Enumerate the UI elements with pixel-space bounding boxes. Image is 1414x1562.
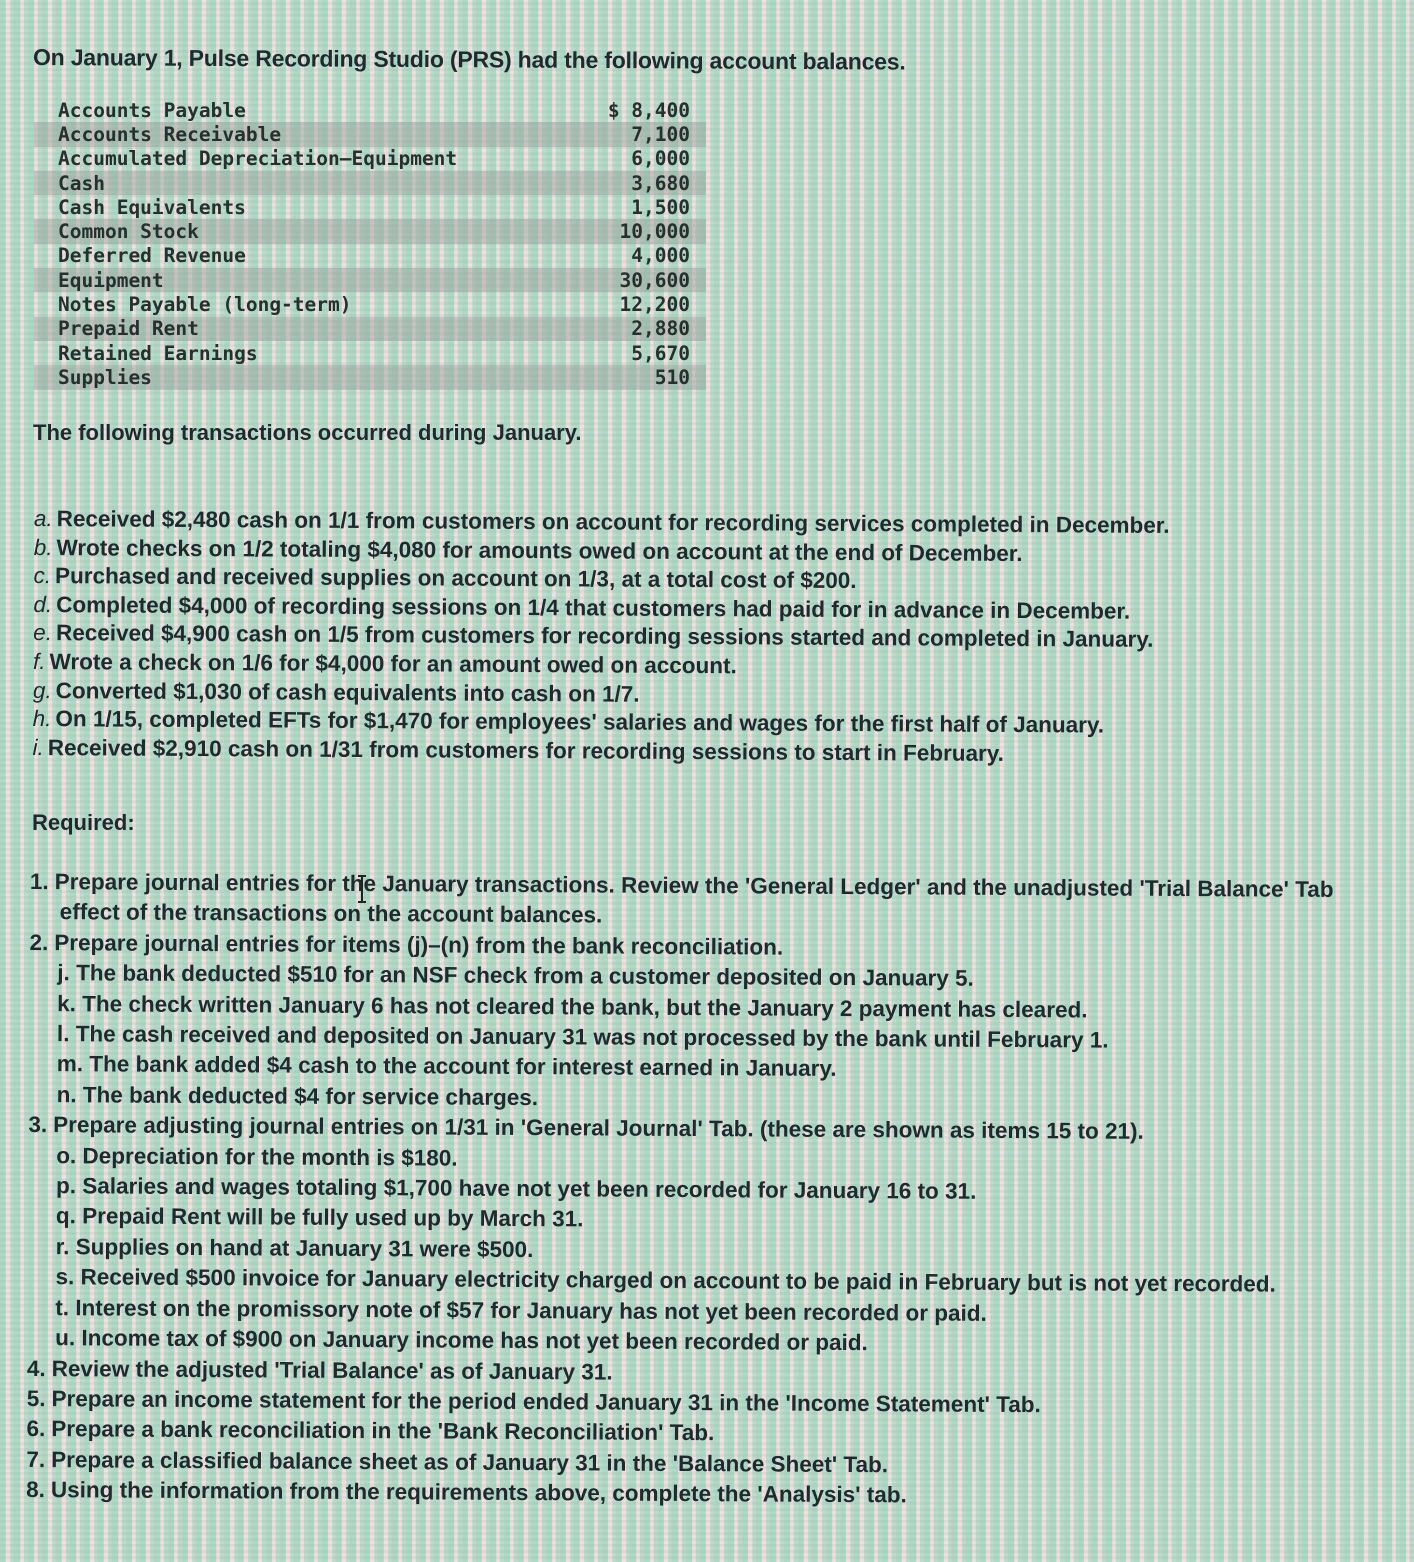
account-name: Cash <box>58 171 105 195</box>
adjusting-item: q. Prepaid Rent will be fully used up by March 31. <box>55 1203 584 1232</box>
adjusting-item: p. Salaries and wages totaling $1,700 have not yet been recorded for January 16 to 31. <box>55 1173 977 1204</box>
balance-row <box>34 292 706 316</box>
account-amount: 2,880 <box>631 317 690 341</box>
account-amount: $ 8,400 <box>607 98 690 122</box>
account-name: Supplies <box>58 365 152 389</box>
requirement-text: Review the adjusted 'Trial Balance' as of January 31. <box>51 1355 613 1385</box>
requirement-text: Prepare adjusting journal entries on 1/31 in 'General Journal' Tab. (these are shown as items 15 to 21). <box>53 1112 1144 1145</box>
bank-item: k. The check written January 6 has not cleared the bank, but the January 2 payment has cleared. <box>57 990 1088 1023</box>
transaction-text: Wrote checks on 1/2 totaling $4,080 for amounts owed on account at the end of December. <box>56 534 1023 566</box>
requirement-number: 7. <box>26 1446 46 1472</box>
account-name: Notes Payable (long-term) <box>58 293 352 317</box>
transaction-text: Received $2,480 cash on 1/1 from customers on account for recording services completed in December. <box>56 506 1170 538</box>
required-heading: Required: <box>32 810 135 835</box>
transaction-letter: e. <box>33 620 53 646</box>
adjusting-item: t. Interest on the promissory note of $57 for January has not yet been recorded or paid. <box>55 1294 987 1326</box>
account-balances-table <box>34 98 706 390</box>
transaction-letter: f. <box>32 648 46 675</box>
intro-text: On January 1, Pulse Recording Studio (PRS) had the following account balances. <box>32 44 906 75</box>
account-name: Prepaid Rent <box>58 317 199 341</box>
bank-item: l. The cash received and deposited on January 31 was not processed by the bank until February 1. <box>56 1021 1109 1053</box>
account-name: Accounts Payable <box>58 98 246 122</box>
account-name: Retained Earnings <box>58 341 258 365</box>
account-name: Common Stock <box>58 220 199 244</box>
requirement-number: 1. <box>29 868 49 895</box>
balance-row <box>34 147 706 171</box>
transaction-text: Purchased and received supplies on account on 1/3, at a total cost of $200. <box>55 563 857 594</box>
transaction-text: Received $4,900 cash on 1/5 from customers for recording sessions started and completed in January. <box>55 620 1154 653</box>
balance-row <box>34 365 706 389</box>
bank-item: m. The bank added $4 cash to the account for interest earned in January. <box>56 1051 837 1082</box>
account-amount: 1,500 <box>631 195 690 219</box>
balance-row <box>34 317 706 341</box>
account-name: Accounts Receivable <box>58 122 282 146</box>
balance-row <box>34 244 706 268</box>
requirement-text: Prepare an income statement for the period ended January 31 in the 'Income Statement' Tab. <box>51 1386 1041 1418</box>
account-amount: 6,000 <box>631 147 690 171</box>
requirement-number: 8. <box>26 1477 46 1503</box>
transaction-letter: c. <box>33 563 52 589</box>
balance-row <box>34 98 706 122</box>
transaction-letter: a. <box>33 505 53 532</box>
transaction-text: Received $2,910 cash on 1/31 from customers for recording sessions to start in February. <box>47 734 1005 766</box>
transactions-list <box>32 505 1169 769</box>
requirements-list <box>26 867 1414 1514</box>
requirement-text: Prepare a bank reconciliation in the 'Bank Reconciliation' Tab. <box>51 1416 715 1446</box>
account-amount: 510 <box>654 365 690 389</box>
account-amount: 30,600 <box>619 268 690 292</box>
requirement-number: 3. <box>28 1112 48 1138</box>
transaction-text: Wrote a check on 1/6 for $4,000 for an amount owed on account. <box>49 649 737 679</box>
requirement-text: Prepare journal entries for the January transactions. Review the 'General Ledger' and the unadjusted 'Trial Balance' Tab <box>54 869 1334 902</box>
bank-item: j. The bank deducted $510 for an NSF check from a customer deposited on January 5. <box>57 960 974 991</box>
account-name: Equipment <box>58 268 164 292</box>
requirement-text: Prepare journal entries for items (j)–(n) from the bank reconciliation. <box>54 929 784 960</box>
adjusting-item: s. Received $500 invoice for January electricity charged on account to be paid in February but is not yet recorded. <box>55 1264 1276 1297</box>
requirement-number: 4. <box>26 1355 46 1381</box>
transaction-item <box>32 734 1168 770</box>
account-name: Cash Equivalents <box>58 195 246 219</box>
balance-row <box>34 219 706 243</box>
transaction-text: On 1/15, completed EFTs for $1,470 for employees' salaries and wages for the first half of January. <box>55 706 1105 738</box>
account-name: Accumulated Depreciation—Equipment <box>58 147 458 171</box>
transaction-letter: h. <box>32 706 52 732</box>
balance-row <box>34 195 706 219</box>
adjusting-item: r. Supplies on hand at January 31 were $500. <box>55 1234 534 1262</box>
requirement-number: 2. <box>29 929 49 955</box>
account-amount: 3,680 <box>631 171 690 195</box>
balance-row <box>34 122 706 146</box>
bank-item: n. The bank deducted $4 for service charges. <box>56 1082 539 1110</box>
text-cursor-icon <box>356 874 368 904</box>
transaction-text: Completed $4,000 of recording sessions on 1/4 that customers had paid for in advance in December. <box>56 591 1131 624</box>
requirement-text: Using the information from the requirements above, complete the 'Analysis' tab. <box>50 1477 907 1508</box>
transaction-letter: d. <box>33 591 53 617</box>
transactions-intro: The following transactions occurred during January. <box>33 420 582 445</box>
transaction-text: Converted $1,030 of cash equivalents into cash on 1/7. <box>55 677 640 707</box>
balance-row <box>34 341 706 365</box>
account-amount: 4,000 <box>631 244 690 268</box>
adjusting-item: u. Income tax of $900 on January income has not yet been recorded or paid. <box>55 1325 868 1356</box>
account-name: Deferred Revenue <box>58 244 246 268</box>
balance-row <box>34 171 706 195</box>
balance-row <box>34 268 706 292</box>
account-amount: 12,200 <box>619 293 690 317</box>
account-amount: 10,000 <box>619 220 690 244</box>
requirement-number: 5. <box>26 1385 46 1412</box>
transaction-letter: i. <box>32 734 44 760</box>
account-amount: 7,100 <box>631 122 690 146</box>
requirement-text: Prepare a classified balance sheet as of January 31 in the 'Balance Sheet' Tab. <box>51 1446 889 1477</box>
adjusting-item: o. Depreciation for the month is $180. <box>56 1142 458 1171</box>
account-amount: 5,670 <box>631 341 690 365</box>
requirement-1-continued: effect of the transactions on the account balances. <box>59 899 603 928</box>
transaction-letter: b. <box>33 534 53 560</box>
transaction-letter: g. <box>32 677 52 703</box>
requirement-number: 6. <box>26 1416 46 1442</box>
